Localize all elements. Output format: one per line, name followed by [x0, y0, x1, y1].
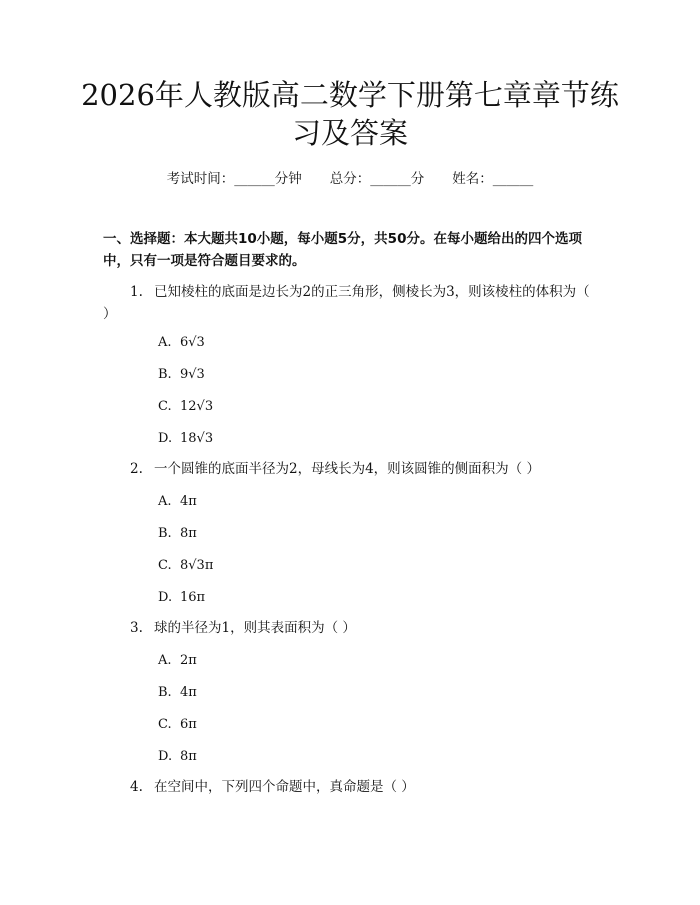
total-score: 总分：______分 [329, 171, 425, 187]
option-label: C. [158, 717, 172, 732]
option-2d [158, 589, 205, 607]
option-label: A. [158, 494, 172, 509]
question-number: 2. [130, 461, 143, 477]
option-label: A. [158, 335, 172, 350]
option-label: B. [158, 685, 172, 700]
option-text: 6√3 [180, 335, 205, 350]
option-label: D. [158, 749, 173, 764]
option-label: D. [158, 590, 173, 605]
option-2c [158, 557, 213, 575]
question-3 [103, 617, 598, 639]
question-number: 3. [130, 620, 143, 636]
option-3c [158, 716, 197, 734]
exam-info [0, 170, 700, 188]
option-label: D. [158, 431, 173, 446]
option-text: 6π [180, 717, 197, 732]
option-3d [158, 748, 197, 766]
option-1c [158, 398, 213, 416]
option-label: B. [158, 367, 172, 382]
option-1b [158, 366, 205, 384]
question-4 [103, 776, 598, 798]
exam-time: 考试时间：______分钟 [166, 171, 302, 187]
question-text: 在空间中，下列四个命题中，真命题是（ ） [154, 779, 415, 795]
section-heading: 一、选择题：本大题共10小题，每小题5分，共50分。在每小题给出的四个选项中，只有一项是符合题目要求的。 [103, 231, 582, 269]
question-1 [103, 281, 598, 325]
option-text: 8π [180, 749, 197, 764]
option-1a [158, 334, 205, 352]
option-text: 18√3 [180, 431, 214, 446]
option-2b [158, 525, 197, 543]
option-text: 4π [180, 685, 197, 700]
option-label: A. [158, 653, 172, 668]
option-text: 9√3 [180, 367, 205, 382]
option-text: 12√3 [180, 399, 214, 414]
question-number: 4. [130, 779, 143, 795]
question-text: 一个圆锥的底面半径为2，母线长为4，则该圆锥的侧面积为（ ） [154, 461, 540, 477]
option-3b [158, 684, 197, 702]
option-text: 2π [180, 653, 197, 668]
option-label: C. [158, 558, 172, 573]
option-label: B. [158, 526, 172, 541]
question-text: 球的半径为1，则其表面积为（ ） [154, 620, 356, 636]
option-text: 8√3π [180, 558, 214, 573]
question-number: 1. [130, 284, 143, 300]
question-2 [103, 458, 598, 480]
option-3a [158, 652, 197, 670]
option-1d [158, 430, 213, 448]
option-text: 4π [180, 494, 197, 509]
question-text: 已知棱柱的底面是边长为2的正三角形，侧棱长为3，则该棱柱的体积为（ ） [103, 284, 590, 322]
option-label: C. [158, 399, 172, 414]
option-text: 8π [180, 526, 197, 541]
option-2a [158, 493, 197, 511]
option-text: 16π [180, 590, 206, 605]
document-title: 2026年人教版高二数学下册第七章章节练习及答案 [81, 78, 619, 150]
student-name: 姓名：______ [452, 171, 534, 187]
